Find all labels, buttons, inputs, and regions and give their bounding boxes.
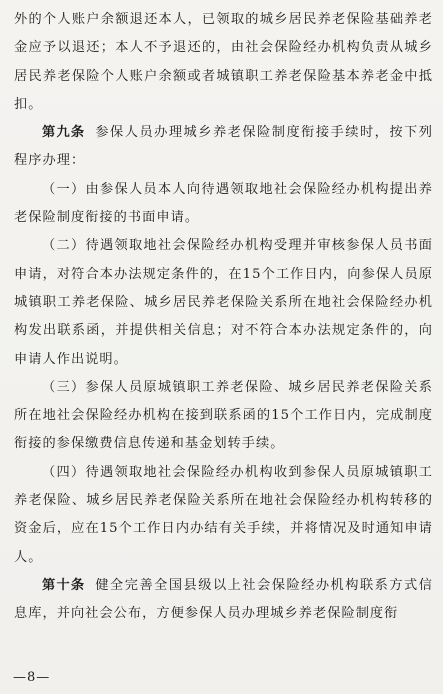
article-nine	[14, 119, 433, 176]
paragraph-text: （四）待遇领取地社会保险经办机构收到参保人员原城镇职工养老保险、城乡居民养老保险关系所在地社会保险经办机构转移的资金后，应在15个工作日内办结有关手续，并将情况及时通知申请人。	[14, 464, 433, 565]
article-nine-item-1	[14, 176, 433, 233]
paragraph-text: （二）待遇领取地社会保险经办机构受理并审核参保人员书面申请，对符合本办法规定条件的，在15个工作日内，向参保人员原城镇职工养老保险、城乡居民养老保险关系所在地社会保险经办机构发出联系函，并提供相关信息；对不符合本办法规定条件的，向申请人作出说明。	[14, 238, 433, 367]
article-nine-item-2	[14, 232, 433, 373]
document-body	[14, 6, 433, 629]
paragraph-text: （一）由参保人员本人向待遇领取地社会保险经办机构提出养老保险制度衔接的书面申请。	[14, 181, 433, 226]
article-nine-item-3	[14, 374, 433, 459]
paragraph-text: 参保人员办理城乡养老保险制度衔接手续时，按下列程序办理：	[14, 125, 433, 169]
article-heading: 第十条	[42, 577, 86, 593]
paragraph-continuation	[14, 6, 433, 119]
paragraph-text: 外的个人账户余额退还本人，已领取的城乡居民养老保险基础养老金应予以退还；本人不予退还的，由社会保险经办机构负责从城乡居民养老保险个人账户余额或者城镇职工养老保险基本养老金中抵扣。	[14, 12, 433, 112]
article-ten	[14, 572, 433, 629]
page-number: —8—	[13, 670, 51, 685]
paragraph-text: 健全完善全国县级以上社会保险经办机构联系方式信息库，并向社会公布，方便参保人员办理城乡养老保险制度衔	[14, 577, 433, 622]
paragraph-text: （三）参保人员原城镇职工养老保险、城乡居民养老保险关系所在地社会保险经办机构在接到联系函的15个工作日内，完成制度衔接的参保缴费信息传递和基金划转手续。	[14, 379, 433, 452]
article-heading: 第九条	[42, 125, 86, 141]
article-nine-item-4	[14, 459, 433, 572]
